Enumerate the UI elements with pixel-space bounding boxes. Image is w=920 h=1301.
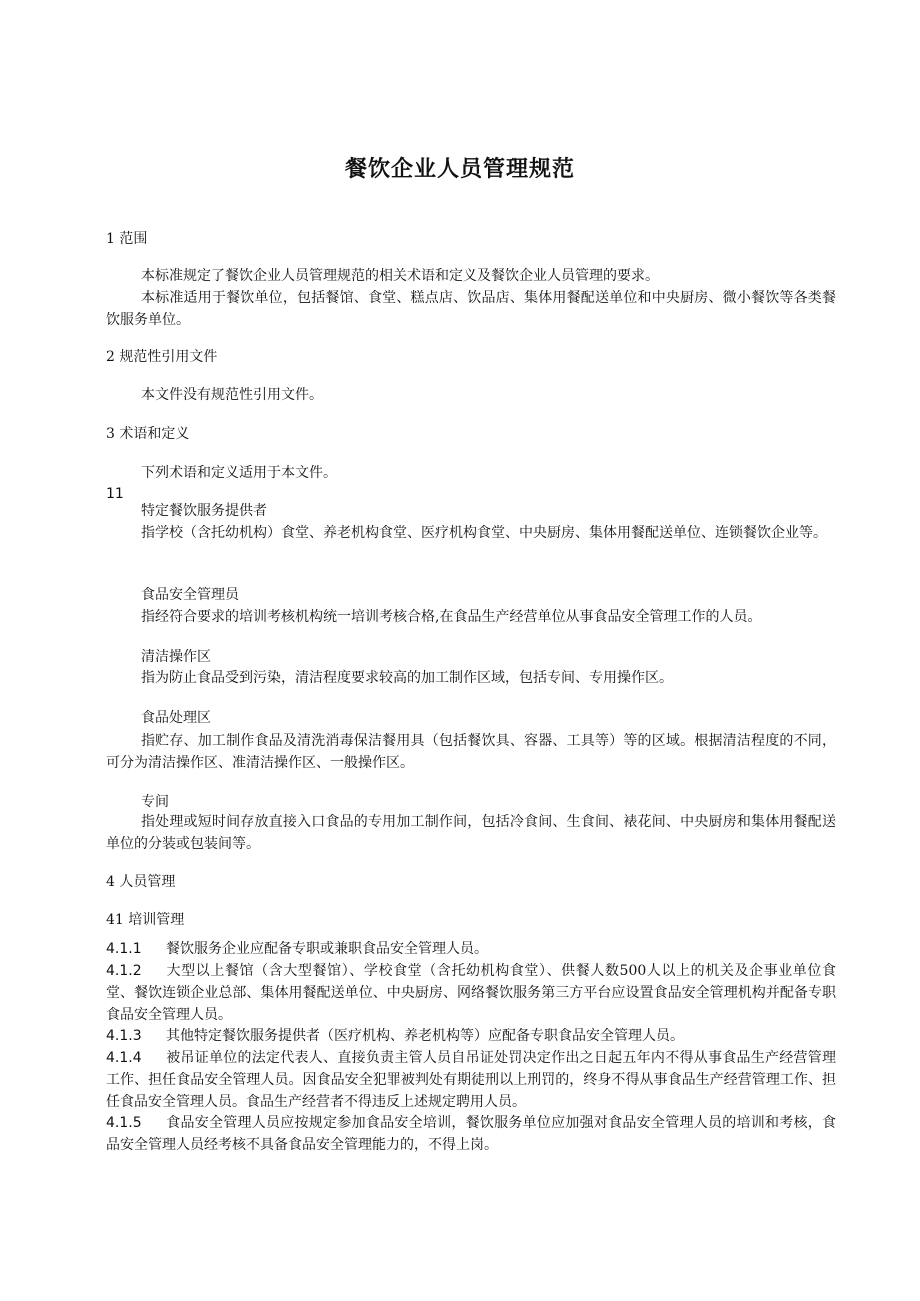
- clause-text: 大型以上餐馆（含大型餐馆）、学校食堂（含托幼机构食堂）、供餐人数500人以上的机关及企事业单位食堂、餐饮连锁企业总部、集体用餐配送单位、中央厨房、网络餐饮服务第三方平台应设置食品安全管理机构并配备专职食品安全管理人员。: [106, 963, 836, 1023]
- term-definition: 指为防止食品受到污染，清洁程度要求较高的加工制作区域，包括专间、专用操作区。: [141, 670, 673, 686]
- clause-text: 食品安全管理人员应按规定参加食品安全培训，餐饮服务单位应加强对食品安全管理人员的培训和考核，食品安全管理人员经考核不具备食品安全管理能力的，不得上岗。: [106, 1115, 836, 1153]
- document-title: 餐饮企业人员管理规范: [344, 157, 575, 182]
- section-heading-personnel-management: 4 人员管理: [106, 874, 176, 890]
- clause-text: 餐饮服务企业应配备专职或兼职食品安全管理人员。: [166, 941, 488, 957]
- clause: [106, 1047, 836, 1113]
- term-title: 专间: [141, 794, 169, 810]
- clause-text: 其他特定餐饮服务提供者（医疗机构、养老机构等）应配备专职食品安全管理人员。: [166, 1028, 684, 1044]
- term-definition: 指经符合要求的培训考核机构统一培训考核合格,在食品生产经营单位从事食品安全管理工作的人员。: [141, 609, 762, 625]
- clause-text: 被吊证单位的法定代表人、直接负责主管人员自吊证处罚决定作出之日起五年内不得从事食品生产经营管理工作、担任食品安全管理人员。因食品安全犯罪被判处有期徒刑以上刑罚的，终身不得从事食品生产经营管理工作、担任食品安全管理人员。食品生产经营者不得违反上述规定聘用人员。: [106, 1050, 836, 1110]
- term-number: 11: [106, 486, 124, 502]
- term-definition: 指学校（含托幼机构）食堂、养老机构食堂、医疗机构食堂、中央厨房、集体用餐配送单位、连锁餐饮企业等。: [141, 525, 827, 541]
- scope-paragraph-1: 本标准规定了餐饮企业人员管理规范的相关术语和定义及餐饮企业人员管理的要求。: [141, 268, 659, 284]
- clause-number: 4.1.1: [106, 941, 142, 957]
- clause: [106, 1025, 836, 1047]
- scope-paragraph-2: 本标准适用于餐饮单位，包括餐馆、食堂、糕点店、饮品店、集体用餐配送单位和中央厨房、微小餐饮等各类餐饮服务单位。: [106, 290, 836, 328]
- terms-intro-paragraph: 下列术语和定义适用于本文件。: [141, 465, 337, 481]
- section-heading-scope: 1 范围: [106, 231, 148, 247]
- term-definition: 指处理或短时间存放直接入口食品的专用加工制作间，包括冷食间、生食间、裱花间、中央厨房和集体用餐配送单位的分装或包装间等。: [106, 814, 836, 852]
- subsection-heading-training-management: 41 培训管理: [106, 912, 185, 928]
- term-title: 特定餐饮服务提供者: [141, 503, 267, 519]
- term-definition: 指贮存、加工制作食品及清洗消毒保洁餐用具（包括餐饮具、容器、工具等）等的区域。根据清洁程度的不同，可分为清洁操作区、准清洁操作区、一般操作区。: [106, 733, 836, 771]
- clause-number: 4.1.4: [106, 1050, 142, 1066]
- clause-number: 4.1.2: [106, 963, 142, 979]
- term-title: 食品处理区: [141, 710, 211, 726]
- clause-number: 4.1.3: [106, 1028, 142, 1044]
- clause: [106, 1112, 836, 1156]
- clause-number: 4.1.5: [106, 1115, 142, 1131]
- clause: [106, 960, 836, 1026]
- term-title: 食品安全管理员: [141, 587, 239, 603]
- term-title: 清洁操作区: [141, 649, 211, 665]
- clause: [106, 938, 836, 960]
- normative-references-paragraph: 本文件没有规范性引用文件。: [141, 387, 323, 403]
- section-heading-terms-definitions: 3 术语和定义: [106, 426, 190, 442]
- section-heading-normative-references: 2 规范性引用文件: [106, 349, 218, 365]
